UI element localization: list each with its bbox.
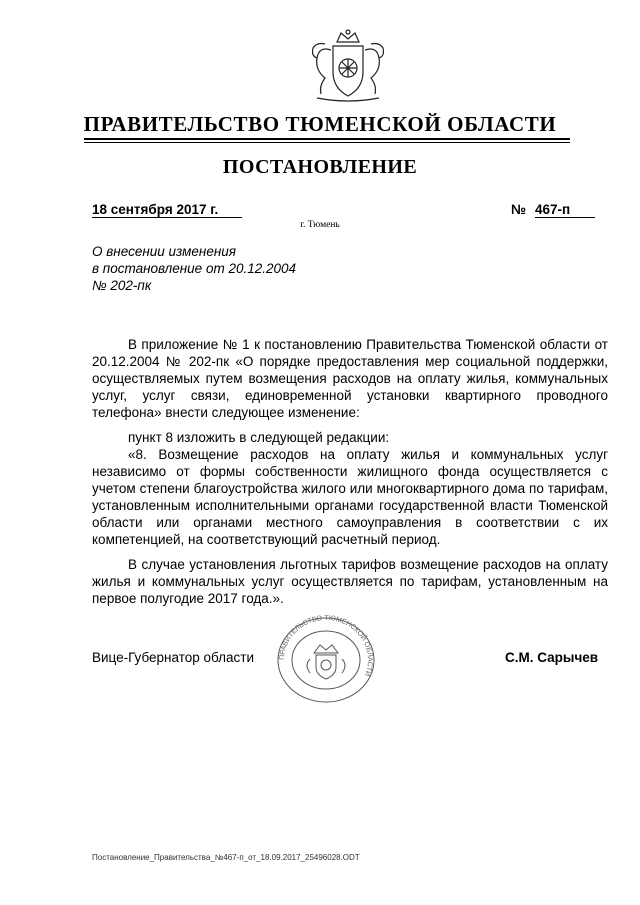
subject-line: в постановление от 20.12.2004 [92, 261, 297, 276]
document-type: ПОСТАНОВЛЕНИЕ [222, 156, 418, 178]
signer-name: С.М. Сарычев [505, 650, 599, 665]
document-date: 18 сентября 2017 г. [92, 202, 219, 217]
header-rule [84, 138, 570, 140]
coat-of-arms-icon [303, 28, 393, 104]
subject-line: № 202-пк [92, 278, 152, 293]
number-label: № [511, 202, 527, 217]
city: г. Тюмень [300, 220, 340, 230]
document-number: 467-п [535, 202, 571, 217]
body-paragraph: «8. Возмещение расходов на оплату жилья и коммунальных услуг независимо от формы собственности жилищного фонда осуществляется с учетом степени благоустройства жилого или многоквартирного дома по тарифам, установленным исполнительными органами государственной власти Тюменской области или органами местного самоуправления в соответствии с их компетенцией, на соответствующий расчетный период. [92, 447, 608, 547]
official-seal-icon [270, 615, 382, 705]
subject-line: О внесении изменения [92, 244, 237, 259]
body-paragraph: В случае установления льготных тарифов возмещение расходов на оплату жилья и коммунальных услуг осуществляется по тарифам, установленным на первое полугодие 2017 года.». [92, 557, 608, 606]
number-underline [535, 217, 595, 218]
seal-text: ПРАВИТЕЛЬСТВО ТЮМЕНСКОЙ ОБЛАСТИ [278, 615, 374, 677]
header-rule-thin [84, 142, 570, 143]
body-paragraph: пункт 8 изложить в следующей редакции: [128, 430, 390, 445]
document-subject [92, 243, 296, 294]
date-underline [92, 217, 242, 218]
body-paragraph: В приложение № 1 к постановлению Правительства Тюменской области от 20.12.2004 № 202-пк «О порядке предоставления мер социальной поддержки, осуществляемых путем возмещения расходов на оплату жилья, коммунальных услуг, услуг связи, единовременной установки квартирного проводного телефона» внести следующее изменение: [92, 337, 608, 420]
signer-title: Вице-Губернатор области [92, 650, 254, 665]
government-title: ПРАВИТЕЛЬСТВО ТЮМЕНСКОЙ ОБЛАСТИ [83, 112, 557, 136]
footer-filename: Постановление_Правительства_№467-п_от_18.09.2017_25496028.ODT [92, 853, 360, 862]
